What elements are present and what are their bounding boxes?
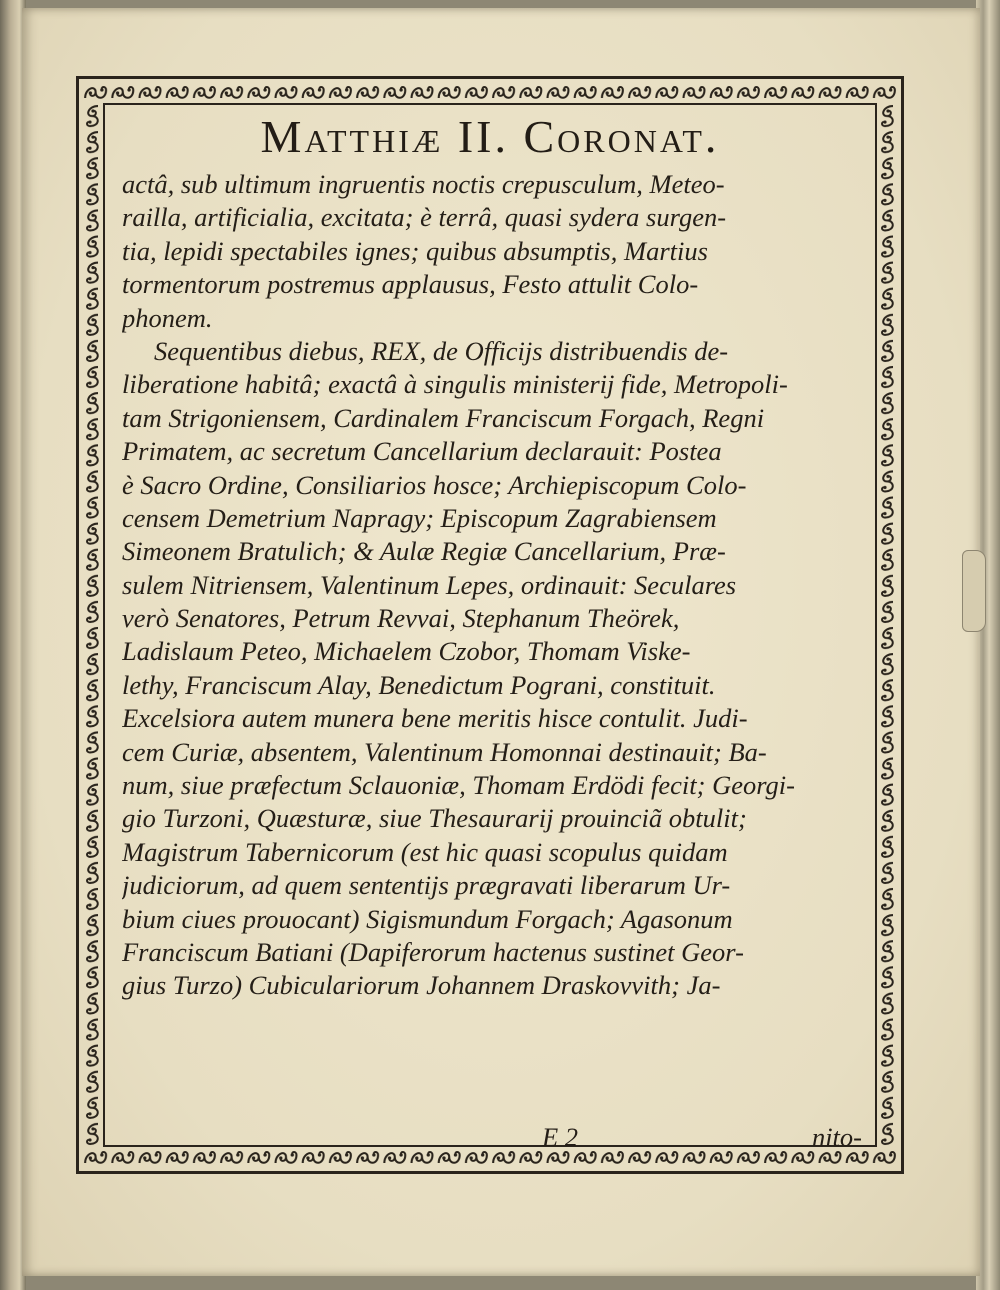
page-tab-marker	[962, 550, 986, 632]
text-line: gius Turzo) Cubiculariorum Johannem Draskovvith; Ja-	[122, 970, 721, 1001]
text-line: è Sacro Ordine, Consiliarios hosce; Archiepiscopum Colo-	[122, 469, 747, 500]
text-line: judiciorum, ad quem sententijs prægravati liberarum Ur-	[122, 870, 731, 901]
text-line: phonem.	[122, 302, 213, 333]
text-line: Primatem, ac secretum Cancellarium declarauit: Postea	[122, 436, 722, 467]
text-line: num, siue præfectum Sclauoniæ, Thomam Erdödi fecit; Georgi-	[122, 770, 795, 801]
running-head: Matthiæ II. Coronat.	[260, 111, 720, 162]
signature-mark: E 2	[542, 1122, 579, 1152]
catchword: nito-	[811, 1122, 862, 1152]
text-line: gio Turzoni, Quæsturæ, siue Thesaurarij prouinciã obtulit;	[122, 803, 747, 834]
text-line: tormentorum postremus applausus, Festo attulit Colo-	[122, 269, 699, 300]
text-line: verò Senatores, Petrum Revvai, Stephanum Theörek,	[122, 603, 680, 634]
ornament-band-top	[82, 82, 898, 103]
page-footer	[122, 1122, 862, 1156]
text-line: Simeonem Bratulich; & Aulæ Regiæ Cancellarium, Præ-	[122, 536, 726, 567]
text-line: Ladislaum Peteo, Michaelem Czobor, Thomam Viske-	[122, 636, 691, 667]
text-line: railla, artificialia, excitata; è terrâ, quasi sydera surgen-	[122, 202, 727, 233]
text-line: lethy, Franciscum Alay, Benedictum Pograni, constituit.	[122, 669, 716, 700]
text-line: actâ, sub ultimum ingruentis noctis crepusculum, Meteo-	[122, 169, 725, 199]
ornament-band-right	[877, 103, 898, 1147]
text-line: Franciscum Batiani (Dapiferorum hactenus sustinet Geor-	[122, 936, 744, 967]
text-line: censem Demetrium Napragy; Episcopum Zagrabiensem	[122, 502, 717, 533]
text-line: liberatione habitâ; exactâ à singulis ministerij fide, Metropoli-	[122, 369, 788, 400]
text-line: Excelsiora autem munera bene meritis hisce contulit. Judi-	[122, 703, 748, 734]
text-line: tia, lepidi spectabiles ignes; quibus absumptis, Martius	[122, 235, 708, 266]
ornament-band-left	[82, 103, 103, 1147]
text-line: Magistrum Tabernicorum (est hic quasi scopulus quidam	[122, 836, 728, 867]
text-line: bium ciues prouocant) Sigismundum Forgach; Agasonum	[122, 903, 733, 934]
body-text	[122, 168, 862, 1003]
text-line: cem Curiæ, absentem, Valentinum Homonnai destinauit; Ba-	[122, 736, 767, 767]
text-line: Sequentibus diebus, REX, de Officijs distribuendis de-	[154, 335, 729, 366]
text-line: tam Strigoniensem, Cardinalem Franciscum Forgach, Regni	[122, 402, 765, 433]
text-line: sulem Nitriensem, Valentinum Lepes, ordinauit: Seculares	[122, 569, 737, 600]
